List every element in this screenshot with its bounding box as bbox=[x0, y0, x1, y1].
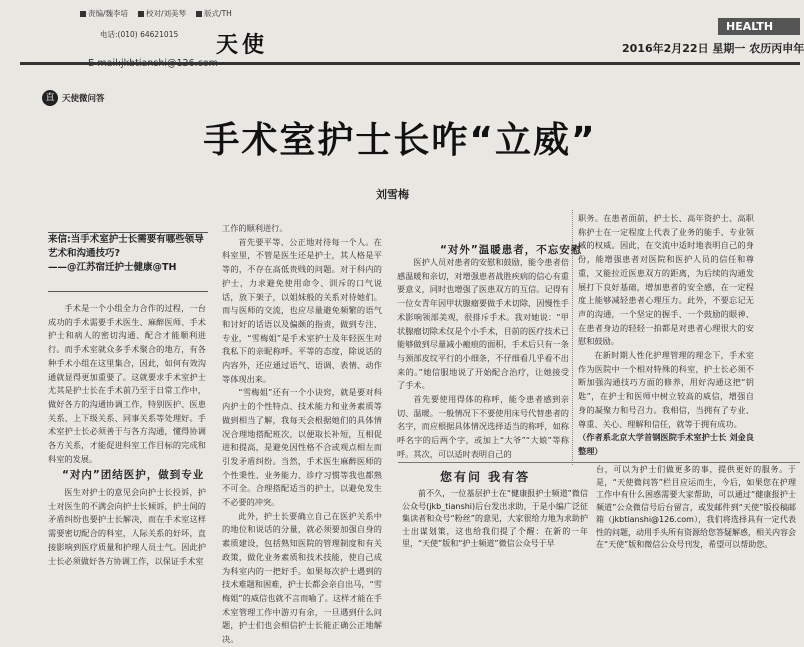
health-tag: HEALTH bbox=[718, 18, 800, 35]
paragraph: 医护人员对患者的安慰和鼓励，能令患者倍感温暖和亲切，对增强患者战胜疾病的信心有重要意义，同时也增强了医患双方的互信。记得有一位女青年因甲状腺瘤要做手术切除，因慢性手术影响领部美观，很排斥手术。我对她说：“甲状腺瘤切除术仅是个小手术，目前的医疗技术已能够做到尽量减小瘢痕的面积，手术后只有一条与颈部皮纹平行的小细条，不仔细看几乎看不出来的。”她信服地说了开始配合治疗，让她接受了手术。 bbox=[397, 257, 569, 391]
author-note: （作者系北京大学首钢医院手术室护士长 刘金良整理） bbox=[578, 432, 754, 456]
qa-right-column bbox=[596, 464, 796, 552]
header-divider bbox=[20, 62, 800, 65]
editor-credit: 责编/魏李培 bbox=[80, 8, 128, 19]
article-column-2 bbox=[222, 222, 382, 647]
subheading-external: “对外”温暖患者，不忘安慰 bbox=[440, 244, 583, 256]
paragraph: 首先要平等、公正地对待每一个人。在科室里，不管是医生还是护士，其人格是平等的，不存在高低贵贱的问题。对于科内的护士，力求避免使用命令、训斥的口气说话，放下架子，以姐妹般的关系对待她们。而与医师的交流，也应尽量避免频繁的语气和讨好的话语以及偏颇的指责，做到专注、专业，“雪梅姐”是手术室护士及年轻医生对我私下的亲昵称呼。平等的态度，除说话的内容外，还应通过语气、语调、表情、动作等体现出来。 bbox=[222, 236, 382, 384]
article-column-4 bbox=[578, 212, 754, 459]
article-author: 刘雪梅 bbox=[376, 188, 409, 201]
square-bullet-icon bbox=[138, 11, 144, 17]
paragraph: 前不久，一位基层护士在“健康报护士频道”微信公众号(jkb_tianshi)后台发出求助，于是小编广泛征集读者和众号“粉丝”的意见，大家很给力地为求助护士出谋划策，这也给我们提了个醒：在新的一年里，“天使”版和“护士频道”微信公众号于早 bbox=[402, 489, 588, 548]
paragraph: 医生对护士的意见会向护士长投诉，护士对医生的不满会向护士长倾诉，护士间的矛盾纠纷也要护士长解决，而在手术室这样需要密切配合的科室，人际关系的好坏，直接影响到医疗质量和护理人员士气。因此护士长必须做好各方协调工作，以保证手术室 bbox=[48, 487, 206, 566]
subheading-internal: “对内”团结医护，做到专业 bbox=[62, 469, 205, 481]
reader-question-box bbox=[48, 232, 208, 292]
article-column-1-tail bbox=[48, 486, 206, 568]
question-source: ——@江苏宿迁护士健康@TH bbox=[48, 262, 177, 273]
qa-title: 您有问 我有答 bbox=[440, 470, 531, 484]
qa-left-column bbox=[402, 488, 588, 551]
reader-question: 来信:当手术室护士长需要有哪些领导艺术和沟通技巧? bbox=[48, 234, 204, 259]
header-credits bbox=[80, 8, 232, 40]
column-divider bbox=[572, 210, 573, 465]
paragraph: 此外，护士长要确立自己在医护关系中的地位和说话的分量，就必须要加强自身的素质建设，包括熟知医院的管理制度和有关政策，做化业务素质和技术技能，使自己成为科室内的一把好手。如果每次护士遇到的技术难题和困难，护士长都会亲自出马，“雪梅姐”的威信也就不言而喻了。这样才能在手术室管理工作中游刃有余，一旦遇到什么问题，护士们也会相信护士长能正确公正地解决。 bbox=[222, 510, 382, 645]
paragraph: 首先要使用得体的称呼，能令患者感到亲切、温暖。一般情况下不要使用床号代替患者的名字，而应根据具体情况选择适当的称呼，如称呼名字的后两个字，或加上“大爷”“大娘”等称呼。其次，可以适时表明自己的 bbox=[397, 394, 569, 459]
column-badge bbox=[42, 90, 105, 106]
style-credit: 版式/TH bbox=[196, 8, 232, 19]
column-name: 天使微问答 bbox=[62, 94, 105, 104]
square-bullet-icon bbox=[80, 11, 86, 17]
paragraph: 手术是一个小组全力合作的过程，一台成功的手术需要手术医生、麻醉医师、手术护士和病人的密切沟通、配合才能顺利进行。而手术室就众多手术聚合的地方，有各种手术小组在这里集合，因此，如何有效沟通就显得更加重要了。这就要求手术室护士尤其是护士长在手术前乃至于日常工作中，做好各方的沟通协调工作，特别医护、医患关系、上下级关系、同事关系等处理好。手术室护士长必须善于与各方沟通，懂得协调各方关系，才能促进科室工作目标的完成和科室的发展。 bbox=[48, 303, 206, 464]
paragraph: 台，可以为护士们做更多的事，提供更好的服务。于是，“天使微问答”栏目应运而生，今后，如果您在护理工作中有什么困惑需要大家帮助，可以通过“健康报护士频道”公众微信号后台留言，或发邮件到“天使”版投稿邮箱（jkbtianshi@126.com），我们将选择具有一定代表性的问题，动用手头所有资源给您答疑解惑，相关内容会在“天使”版和微信公众号刊发，希望可以帮助您。 bbox=[596, 465, 796, 549]
proof-credit: 校对/刘美琴 bbox=[138, 8, 186, 19]
phone-number: 电话:(010) 64621015 bbox=[100, 30, 179, 39]
paragraph: 职务。在患者面前，护士长、高年资护士、高职称护士在一定程度上代表了业务的能手、专业领域的权威。因此，在交流中适时地表明自己的身份，能增强患者对医院和医护人员的信任和尊重，又能拉近医患双方的距离，为后续的沟通发展打下良好基础，增加患者的安全感，在一定程度上能够减轻患者心理压力。此外，不要忘记无声的沟通，一个坚定的握手、一个鼓励的眼神、在患者身边的轻轻一拍都是对患者心理很大的安慰和鼓励。 bbox=[578, 213, 754, 347]
issue-date: 2016年2月22日 星期一 农历丙申年 bbox=[622, 42, 804, 55]
article-column-3 bbox=[397, 256, 569, 462]
section-title: 天使 bbox=[216, 33, 269, 58]
article-headline: 手术室护士长咋“立威” bbox=[203, 120, 597, 161]
paragraph: 在新时期人性化护理管理的理念下，手术室作为医院中一个相对特殊的科室，护士长必须不断加强沟通技巧方面的修养，用好沟通这把“钥匙”，在护士和医师中树立较高的威信，增强自身的凝聚力和号召力。我相信，当拥有了专业、尊重、关心、理解和信任，就等于拥有成功。 bbox=[578, 350, 754, 429]
paragraph: “雪梅姐”还有一个小诀窍，就是要对科内护士的个性特点、技术能力和业务素质等做到相当了解，我每天会根据她们的具体情况合理地搭配班次，以便取长补短，互相促进和提高，是避免因性格不合或观点相左而引发矛盾纠纷。当然，手术医生麻醉医师的个性秉性、业务能力、诊疗习惯等我也都熟不可全。合理搭配适当的护士，以避免发生不必要的冲突。 bbox=[222, 387, 382, 508]
square-bullet-icon bbox=[196, 11, 202, 17]
paragraph: 工作的顺利进行。 bbox=[222, 223, 288, 233]
column-logo-icon: 直 bbox=[42, 90, 58, 106]
article-column-1 bbox=[48, 302, 206, 466]
